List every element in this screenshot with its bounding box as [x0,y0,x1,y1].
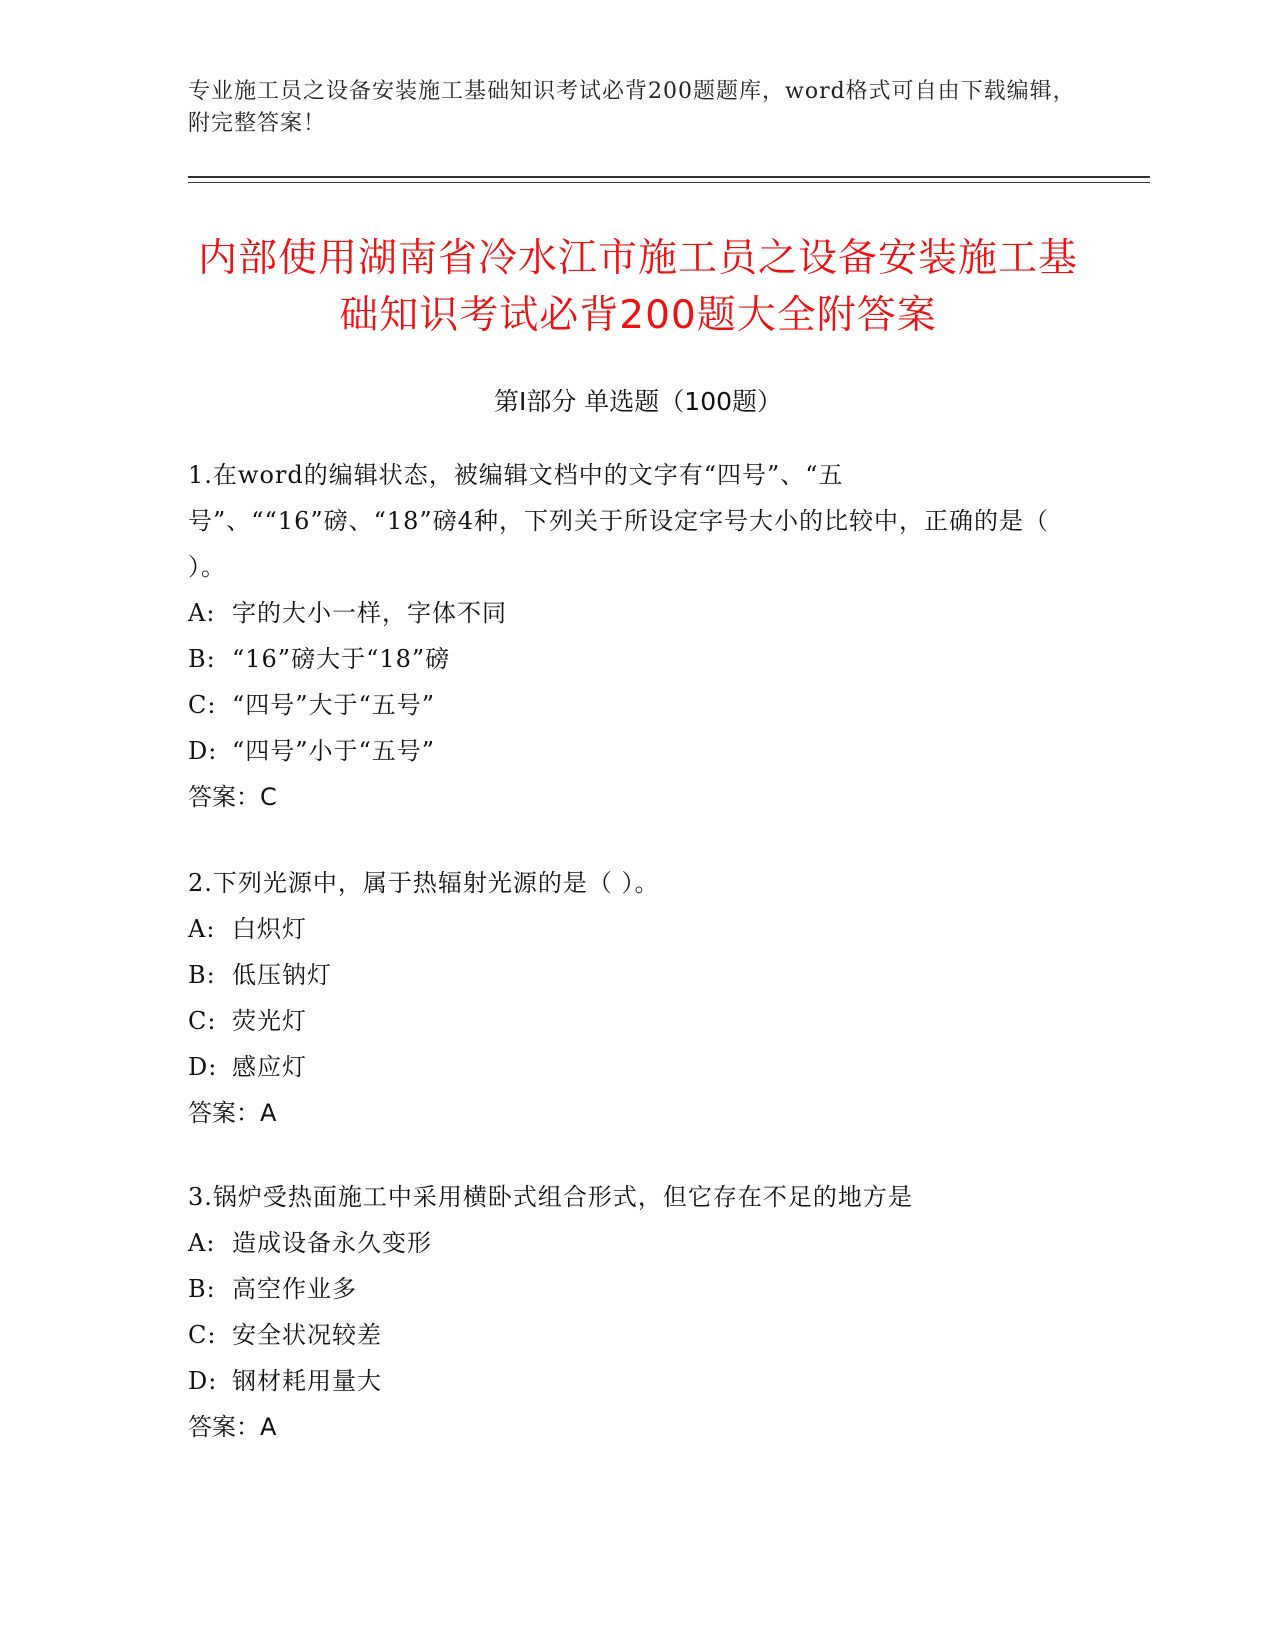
option-letter: C: [188,691,217,719]
option-d [188,728,1088,774]
option-letter: B: [188,1275,216,1303]
option-d [188,1358,1088,1404]
option-text: 造成设备永久变形 [232,1229,432,1257]
option-b [188,952,1088,998]
answer-label: 答案：C [188,783,277,811]
option-letter: C: [188,1007,217,1035]
option-text: 荧光灯 [232,1007,307,1035]
answer-label: 答案：A [188,1099,277,1127]
option-letter: C: [188,1321,217,1349]
section-heading: 第Ⅰ部分 单选题（100题） [493,387,783,416]
header-divider-thin [188,182,1150,183]
option-c [188,998,1088,1044]
option-text: 安全状况较差 [232,1321,382,1349]
option-letter: D: [188,1053,218,1081]
option-c [188,1312,1088,1358]
option-text: 高空作业多 [232,1275,357,1303]
option-text: 感应灯 [232,1053,307,1081]
header-divider-thick [188,176,1150,178]
question-3 [188,1174,1088,1450]
option-d [188,1044,1088,1090]
document-title: 内部使用湖南省冷水江市施工员之设备安装施工基础知识考试必背200题大全附答案 [197,236,1078,338]
option-text: 低压钠灯 [232,961,332,989]
option-c [188,682,1088,728]
option-letter: D: [188,1367,218,1395]
option-text: 白炽灯 [232,915,307,943]
option-letter: A: [188,1229,216,1257]
option-a [188,590,1088,636]
header-note: 专业施工员之设备安装施工基础知识考试必背200题题库，word格式可自由下载编辑，附完整答案！ [188,79,1076,136]
option-text: “四号”大于“五号” [232,691,436,719]
option-letter: B: [188,961,216,989]
question-stem: 2.下列光源中，属于热辐射光源的是（ ）。 [188,869,660,897]
option-a [188,906,1088,952]
option-text: “16”磅大于“18”磅 [232,645,451,673]
question-1 [188,452,1088,820]
question-stem: 1.在word的编辑状态，被编辑文档中的文字有“四号”、“五号”、““16”磅、“18”磅4种，下列关于所设定字号大小的比较中，正确的是（ ）。 [188,461,1049,581]
option-a [188,1220,1088,1266]
answer-label: 答案：A [188,1413,277,1441]
option-text: “四号”小于“五号” [232,737,436,765]
question-2 [188,860,1088,1136]
option-letter: A: [188,599,216,627]
option-text: 钢材耗用量大 [232,1367,382,1395]
option-b [188,636,1088,682]
option-letter: A: [188,915,216,943]
option-letter: B: [188,645,216,673]
option-b [188,1266,1088,1312]
option-letter: D: [188,737,218,765]
question-stem: 3.锅炉受热面施工中采用横卧式组合形式，但它存在不足的地方是 [188,1183,913,1211]
option-text: 字的大小一样，字体不同 [232,599,507,627]
